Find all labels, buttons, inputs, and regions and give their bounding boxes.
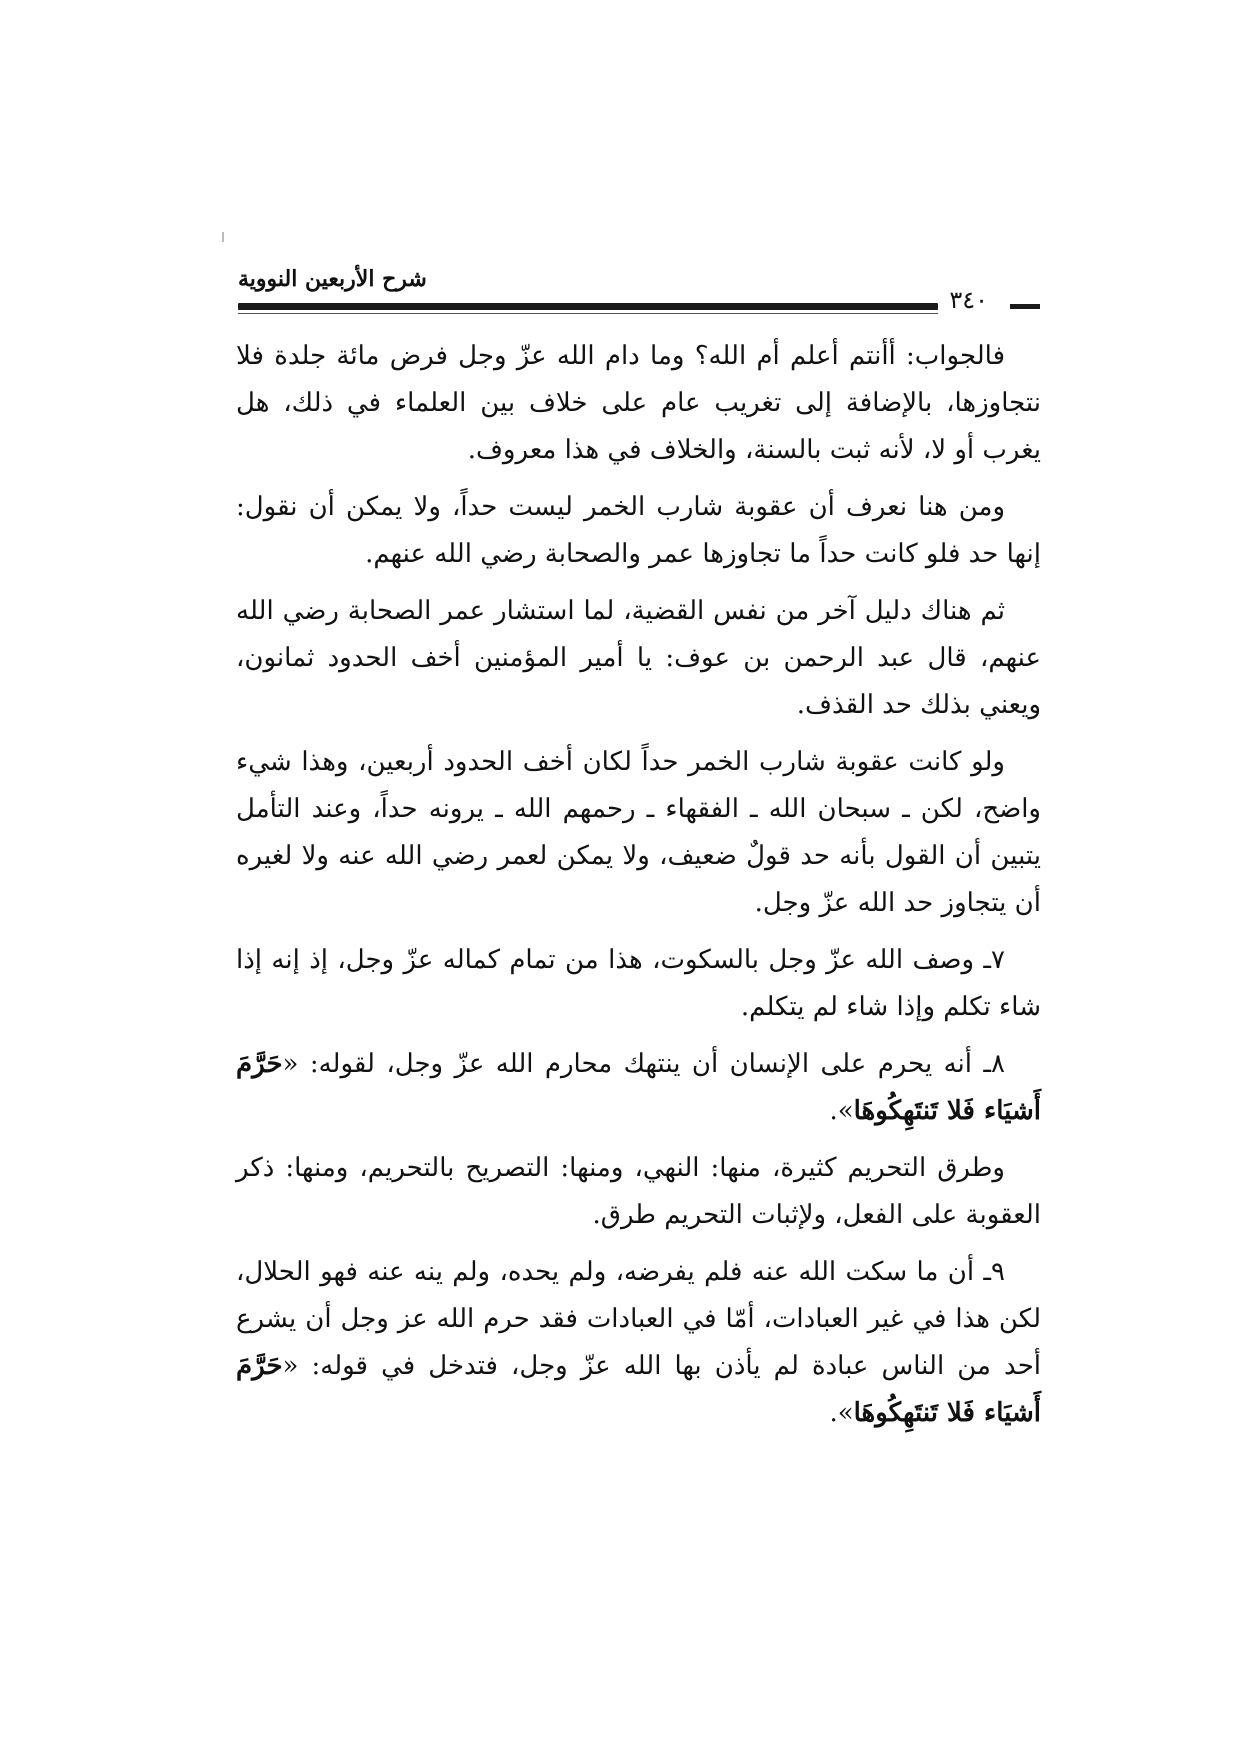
hadith-quote: حَرَّمَ أَشيَاء فَلا تَنتَهِكُوهَا	[236, 1049, 1041, 1126]
paragraph-2	[236, 484, 1041, 578]
paragraph-3	[236, 588, 1041, 729]
paragraph-text: ولو كانت عقوبة شارب الخمر حداً لكان أخف الحدود أربعين، وهذا شيء واضح، لكن ـ سبحان الله ـ الفقهاء ـ رحمهم الله ـ يرونه حداً، وعند التأمل يتبين أن القول بأنه حد قولٌ ضعيف، ولا يمكن لعمر رضي الله عنه ولا لغيره أن يتجاوز حد الله عزّ وجل.	[236, 747, 1041, 918]
page-header	[238, 260, 1040, 320]
paragraph-7	[236, 1145, 1041, 1239]
paragraph-text: فالجواب: أأنتم أعلم أم الله؟ وما دام الله عزّ وجل فرض مائة جلدة فلا نتجاوزها، بالإضافة إلى تغريب عام على خلاف بين العلماء في ذلك، هل يغرب أو لا، لأنه ثبت بالسنة، والخلاف في هذا معروف.	[236, 341, 1041, 465]
paragraph-text: ٧ـ وصف الله عزّ وجل بالسكوت، هذا من تمام كماله عزّ وجل، إذ إنه إذا شاء تكلم وإذا شاء لم يتكلم.	[236, 945, 1041, 1022]
hadith-quote: حَرَّمَ أَشيَاء فَلا تَنتَهِكُوهَا	[236, 1351, 1041, 1428]
scan-mark	[222, 232, 224, 242]
header-rule-tail	[1010, 304, 1040, 309]
paragraph-text: ومن هنا نعرف أن عقوبة شارب الخمر ليست حداً، ولا يمكن أن نقول: إنها حد فلو كانت حداً ما تجاوزها عمر والصحابة رضي الله عنهم.	[236, 492, 1041, 569]
paragraph-text: ٩ـ أن ما سكت الله عنه فلم يفرضه، ولم يحده، ولم ينه عنه فهو الحلال، لكن هذا في غير العبادات، أمّا في العبادات فقد حرم الله عز وجل أن يشرع أحد من الناس عبادة لم يأذن بها الله عزّ وجل، فتدخل في قوله: «	[236, 1257, 1041, 1381]
paragraph-text: وطرق التحريم كثيرة، منها: النهي، ومنها: التصريح بالتحريم، ومنها: ذكر العقوبة على الفعل، ولإثبات التحريم طرق.	[236, 1153, 1041, 1230]
paragraph-8	[236, 1249, 1041, 1437]
paragraph-text-end: ».	[829, 1398, 854, 1428]
page-number: ٣٤٠	[949, 286, 988, 314]
paragraph-text: ثم هناك دليل آخر من نفس القضية، لما استشار عمر الصحابة رضي الله عنهم، قال عبد الرحمن بن عوف: يا أمير المؤمنين أخف الحدود ثمانون، ويعني بذلك حد القذف.	[236, 596, 1041, 720]
paragraph-4	[236, 739, 1041, 927]
header-rule-thick	[238, 303, 938, 310]
header-rule-thin	[238, 313, 938, 314]
paragraph-text-end: ».	[829, 1096, 854, 1126]
paragraph-text: ٨ـ أنه يحرم على الإنسان أن ينتهك محارم الله عزّ وجل، لقوله: «	[282, 1049, 1005, 1079]
running-title: شرح الأربعين النووية	[238, 266, 427, 292]
body-text	[236, 333, 1041, 1447]
paragraph-5	[236, 937, 1041, 1031]
paragraph-1	[236, 333, 1041, 474]
paragraph-6	[236, 1041, 1041, 1135]
